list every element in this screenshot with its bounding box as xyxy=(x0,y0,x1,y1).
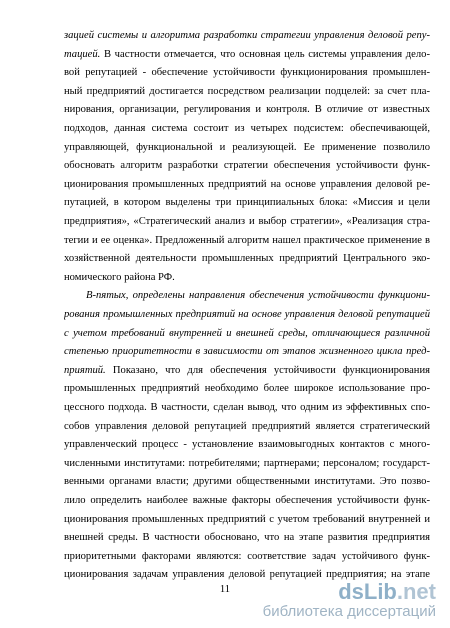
text-line: хозяйственной деятельности промышленных предприятий Центрального эко- xyxy=(64,253,430,265)
text-line: приоритетными факторами являются: соответствие задач устойчивого функ- xyxy=(64,550,430,562)
watermark-logo: dsLib.net xyxy=(338,579,436,604)
text-line: с учетом требований внутренней и внешней среды, отличающиеся различной xyxy=(64,327,430,339)
page-number: 11 xyxy=(219,584,231,595)
text-line: ционирования промышленных предприятий на основе управления деловой ре- xyxy=(64,178,430,190)
text-line: тацией. В частности отмечается, что основная цель системы управления дело- xyxy=(64,48,430,60)
text-line: управляющей, функциональной и реализующей. Ее применение позволило xyxy=(64,141,430,153)
text-line: лило определить наиболее важные факторы обеспечения устойчивости функ- xyxy=(64,495,430,506)
text-line: приятий. Показано, что для обеспечения устойчивости функционирования xyxy=(64,364,430,376)
watermark xyxy=(263,580,436,620)
text-line: венными органами власти; другими общественными институтами. Это позво- xyxy=(64,476,430,488)
text-line: тегии и ее оценка». Предложенный алгоритм нашел практическое применение в xyxy=(64,234,430,246)
text-line: внешней среды. В частности обосновано, что на этапе развития предприятия xyxy=(64,532,430,544)
watermark-subtitle: библиотека диссертаций xyxy=(262,603,436,620)
text-line: зацией системы и алгоритма разработки стратегии управления деловой репу- xyxy=(64,30,430,41)
text-line: рования промышленных предприятий на основе управления деловой репутацией xyxy=(64,309,430,320)
text-line: обосновать алгоритм разработки стратегии обеспечения устойчивости функ- xyxy=(64,160,430,172)
text-line: цессного подхода. В частности, сделан вывод, что одним из эффективных спо- xyxy=(64,402,430,413)
text-line: номического района РФ. xyxy=(64,271,175,283)
text-line: подходов, данная система состоит из четырех подсистем: обеспечивающей, xyxy=(64,123,430,134)
text-line: нирования, организации, регулирования и контроля. В отличие от известных xyxy=(64,104,430,116)
text-line: ный предприятий достигается посредством реализации подцелей: за счет пла- xyxy=(64,85,430,97)
text-line: вой репутацией - обеспечение устойчивости функционирования промышлен- xyxy=(64,67,430,79)
text-line: промышленных предприятий необходимо более широкое использование про- xyxy=(64,383,430,395)
text-line: ционирования задачам управления деловой репутацией предприятия; на этапе xyxy=(64,569,430,581)
text-line: предприятия», «Стратегический анализ и выбор стратегии», «Реализация стра- xyxy=(64,216,430,227)
text-line: путацией, в котором выделены три принципиальных блока: «Миссия и цели xyxy=(64,197,430,209)
text-line: В-пятых, определены направления обеспечения устойчивости функциони- xyxy=(86,290,430,302)
text-line: численными институтами: потребителями; партнерами; персоналом; государст- xyxy=(64,457,430,469)
text-line: степенью приоритетности в зависимости от этапов жизненного цикла пред- xyxy=(64,346,430,358)
text-line: собов управления деловой репутацией предприятий является стратегический xyxy=(64,420,430,432)
text-line: ционирования промышленных предприятий с учетом требований внутренней и xyxy=(64,513,430,525)
text-line: управленческий процесс - установление взаимовыгодных контактов с много- xyxy=(64,439,430,451)
